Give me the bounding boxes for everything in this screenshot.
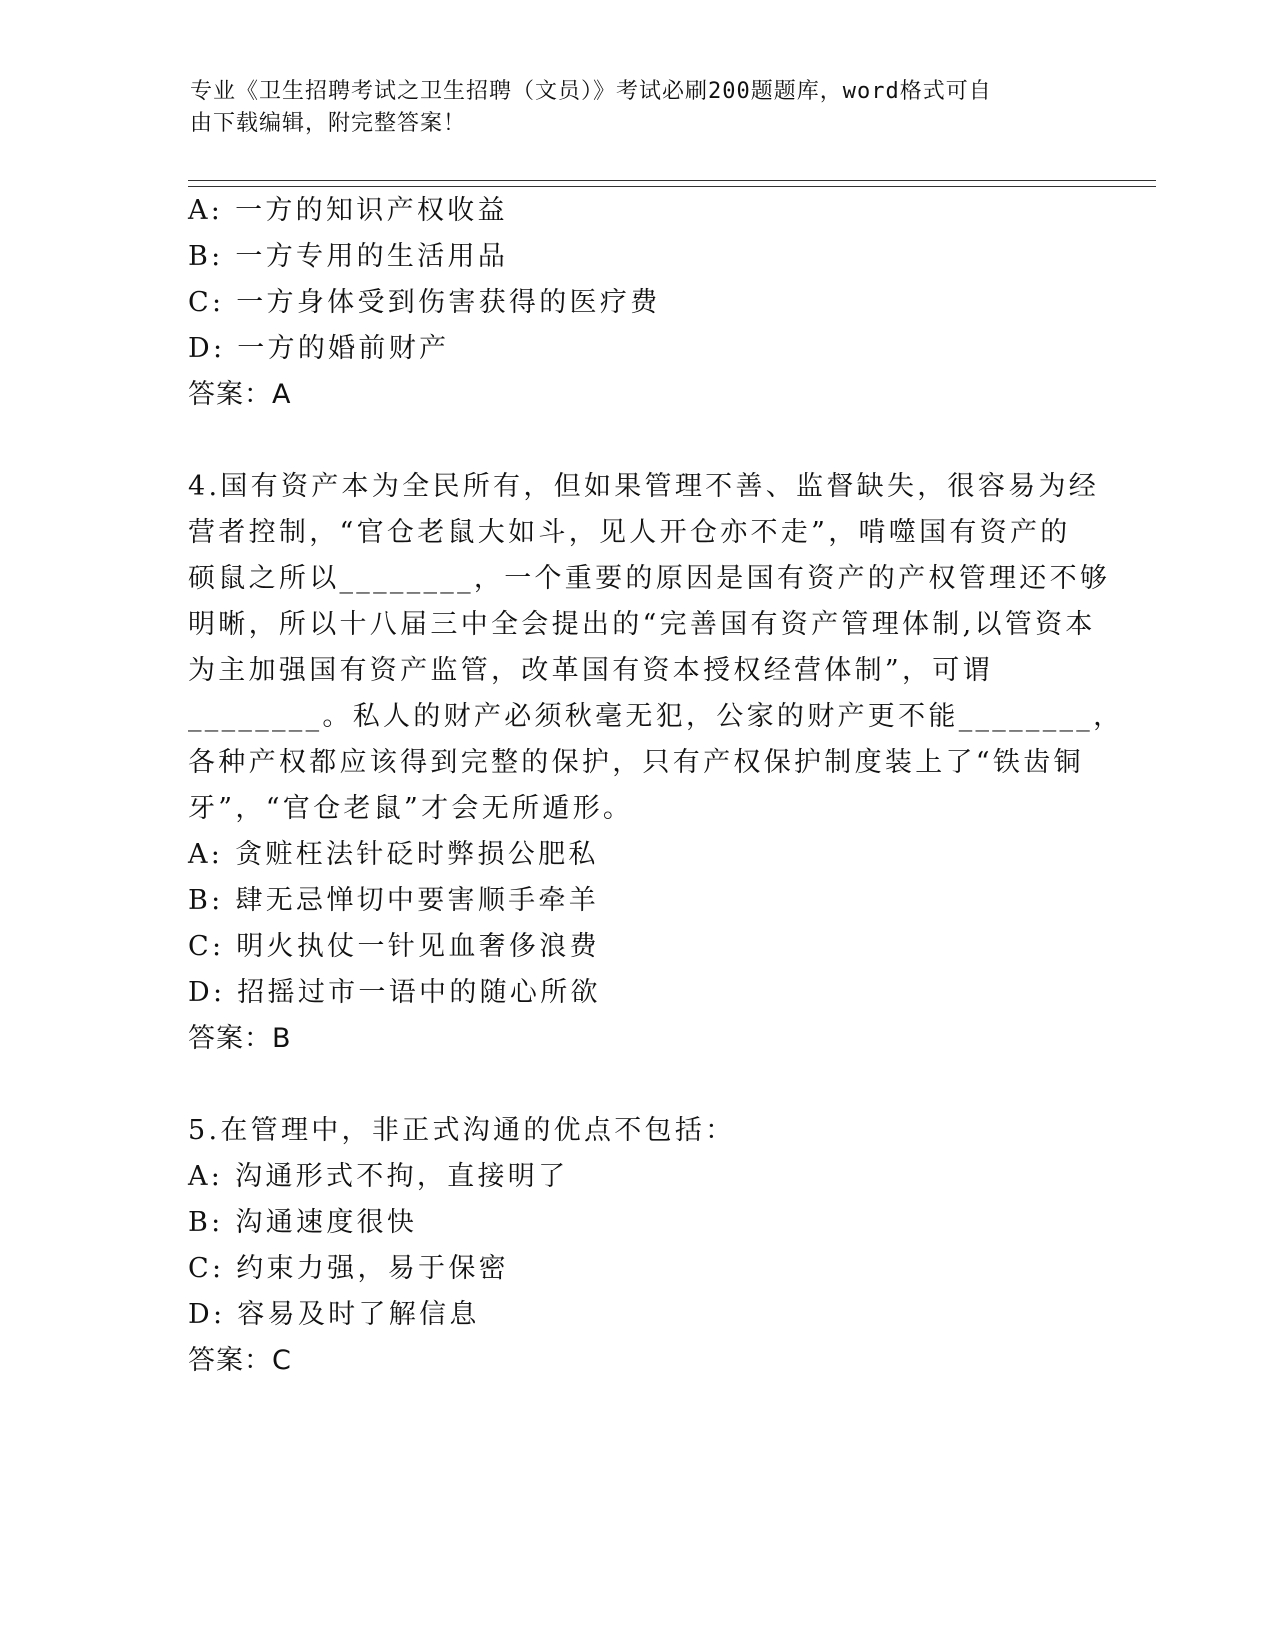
question-list bbox=[188, 188, 1124, 1384]
question-stem-line: 各种产权都应该得到完整的保护，只有产权保护制度装上了“铁齿铜 bbox=[188, 747, 1084, 778]
question-4 bbox=[188, 464, 1124, 1062]
option-a: A: 贪赃枉法针砭时弊损公肥私 bbox=[188, 839, 599, 870]
option-d: D: 容易及时了解信息 bbox=[188, 1299, 480, 1330]
header-line-1: 专业《卫生招聘考试之卫生招聘（文员）》考试必刷200题题库，word格式可自 bbox=[190, 79, 992, 104]
question-stem-line: 4.国有资产本为全民所有，但如果管理不善、监督缺失，很容易为经 bbox=[188, 471, 1100, 502]
header-divider bbox=[188, 180, 1156, 187]
answer-line: 答案：B bbox=[188, 1023, 292, 1054]
option-b: B: 一方专用的生活用品 bbox=[188, 241, 509, 272]
question-spacer bbox=[188, 1062, 1088, 1108]
question-stem-line: 营者控制，“官仓老鼠大如斗，见人开仓亦不走”，啃噬国有资产的 bbox=[188, 517, 1071, 548]
option-b: B: 肆无忌惮切中要害顺手牵羊 bbox=[188, 885, 600, 916]
option-c: C: 明火执仗一针见血奢侈浪费 bbox=[188, 931, 600, 962]
option-d: D: 一方的婚前财产 bbox=[188, 333, 450, 364]
answer-line: 答案：C bbox=[188, 1345, 292, 1376]
question-spacer bbox=[188, 418, 1088, 464]
question-stem-line: 为主加强国有资产监管，改革国有资本授权经营体制”，可谓 bbox=[188, 655, 993, 686]
document-header bbox=[190, 76, 1090, 140]
question-5 bbox=[188, 1108, 1088, 1384]
option-a: A: 沟通形式不拘，直接明了 bbox=[188, 1161, 569, 1192]
option-c: C: 约束力强，易于保密 bbox=[188, 1253, 509, 1284]
question-3 bbox=[188, 188, 1088, 418]
question-stem-line: ________。私人的财产必须秋毫无犯，公家的财产更不能________， bbox=[188, 701, 1124, 732]
answer-line: 答案：A bbox=[188, 379, 292, 410]
question-stem-line: 5.在管理中，非正式沟通的优点不包括： bbox=[188, 1115, 736, 1146]
header-line-2: 由下载编辑，附完整答案！ bbox=[190, 111, 467, 136]
option-a: A: 一方的知识产权收益 bbox=[188, 195, 508, 226]
question-stem-line: 牙”，“官仓老鼠”才会无所遁形。 bbox=[188, 793, 634, 824]
option-b: B: 沟通速度很快 bbox=[188, 1207, 418, 1238]
option-d: D: 招摇过市一语中的随心所欲 bbox=[188, 977, 601, 1008]
question-stem-line: 明晰，所以十八届三中全会提出的“完善国有资产管理体制,以管资本 bbox=[188, 609, 1096, 640]
question-stem-line: 硕鼠之所以________，一个重要的原因是国有资产的产权管理还不够 bbox=[188, 563, 1111, 594]
option-c: C: 一方身体受到伤害获得的医疗费 bbox=[188, 287, 661, 318]
